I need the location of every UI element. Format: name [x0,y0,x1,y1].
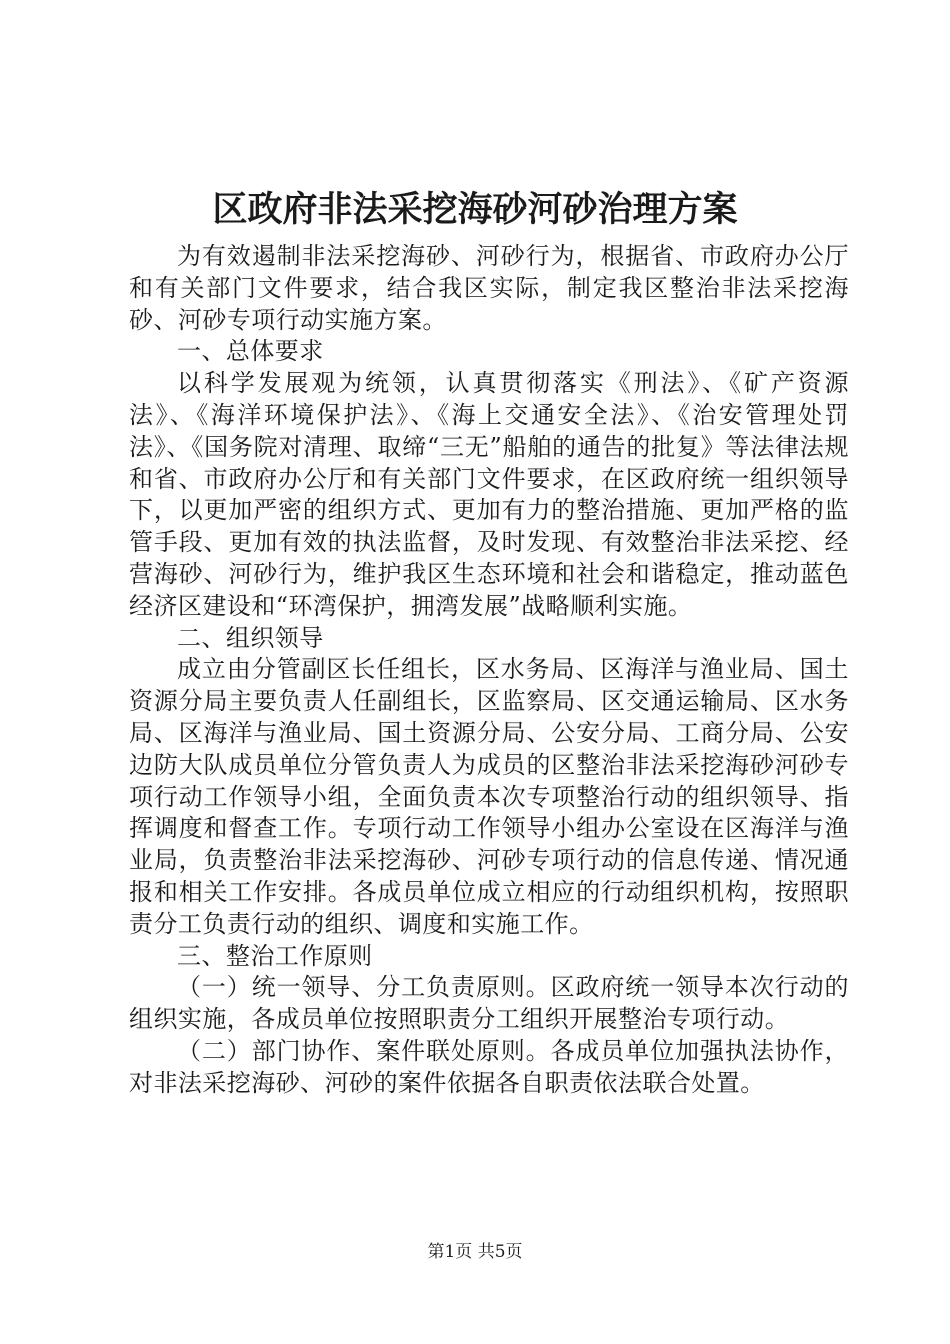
page-footer: 第1页 共5页 [427,1242,523,1262]
section-heading-general-requirements: 一、总体要求 [177,337,324,366]
document-body [129,241,849,1100]
principle-1-paragraph: （一）统一领导、分工负责原则。区政府统一领导本次行动的组织实施，各成员单位按照职责分工组织开展整治专项行动。 [129,973,849,1034]
section-heading-principles: 三、整治工作原则 [177,941,373,970]
principle-2-paragraph: （二）部门协作、案件联处原则。各成员单位加强执法协作，对非法采挖海砂、河砂的案件依据各自职责依法联合处置。 [129,1036,849,1097]
intro-paragraph: 为有效遏制非法采挖海砂、河砂行为，根据省、市政府办公厅和有关部门文件要求，结合我区实际，制定我区整治非法采挖海砂、河砂专项行动实施方案。 [129,242,849,334]
organization-paragraph: 成立由分管副区长任组长，区水务局、区海洋与渔业局、国土资源分局主要负责人任副组长，区监察局、区交通运输局、区水务局、区海洋与渔业局、国土资源分局、公安分局、工商分局、公安边防大队成员单位分管负责人为成员的区整治非法采挖海砂河砂专项行动工作领导小组，全面负责本次专项整治行动的组织领导、指挥调度和督查工作。专项行动工作领导小组办公室设在区海洋与渔业局，负责整治非法采挖海砂、河砂专项行动的信息传递、情况通报和相关工作安排。各成员单位成立相应的行动组织机构，按照职责分工负责行动的组织、调度和实施工作。 [129,655,849,938]
document-title: 区政府非法采挖海砂河砂治理方案 [212,189,738,230]
section-heading-organization: 二、组织领导 [177,623,324,652]
general-requirements-paragraph: 以科学发展观为统领，认真贯彻落实《刑法》、《矿产资源法》、《海洋环境保护法》、《海上交通安全法》、《治安管理处罚法》、《国务院对清理、取缔“三无”船舶的通告的批复》等法律法规和省、市政府办公厅和有关部门文件要求，在区政府统一组织领导下，以更加严密的组织方式、更加有力的整治措施、更加严格的监管手段、更加有效的执法监督，及时发现、有效整治非法采挖、经营海砂、河砂行为，维护我区生态环境和社会和谐稳定，推动蓝色经济区建设和“环湾保护，拥湾发展”战略顺利实施。 [129,369,849,620]
